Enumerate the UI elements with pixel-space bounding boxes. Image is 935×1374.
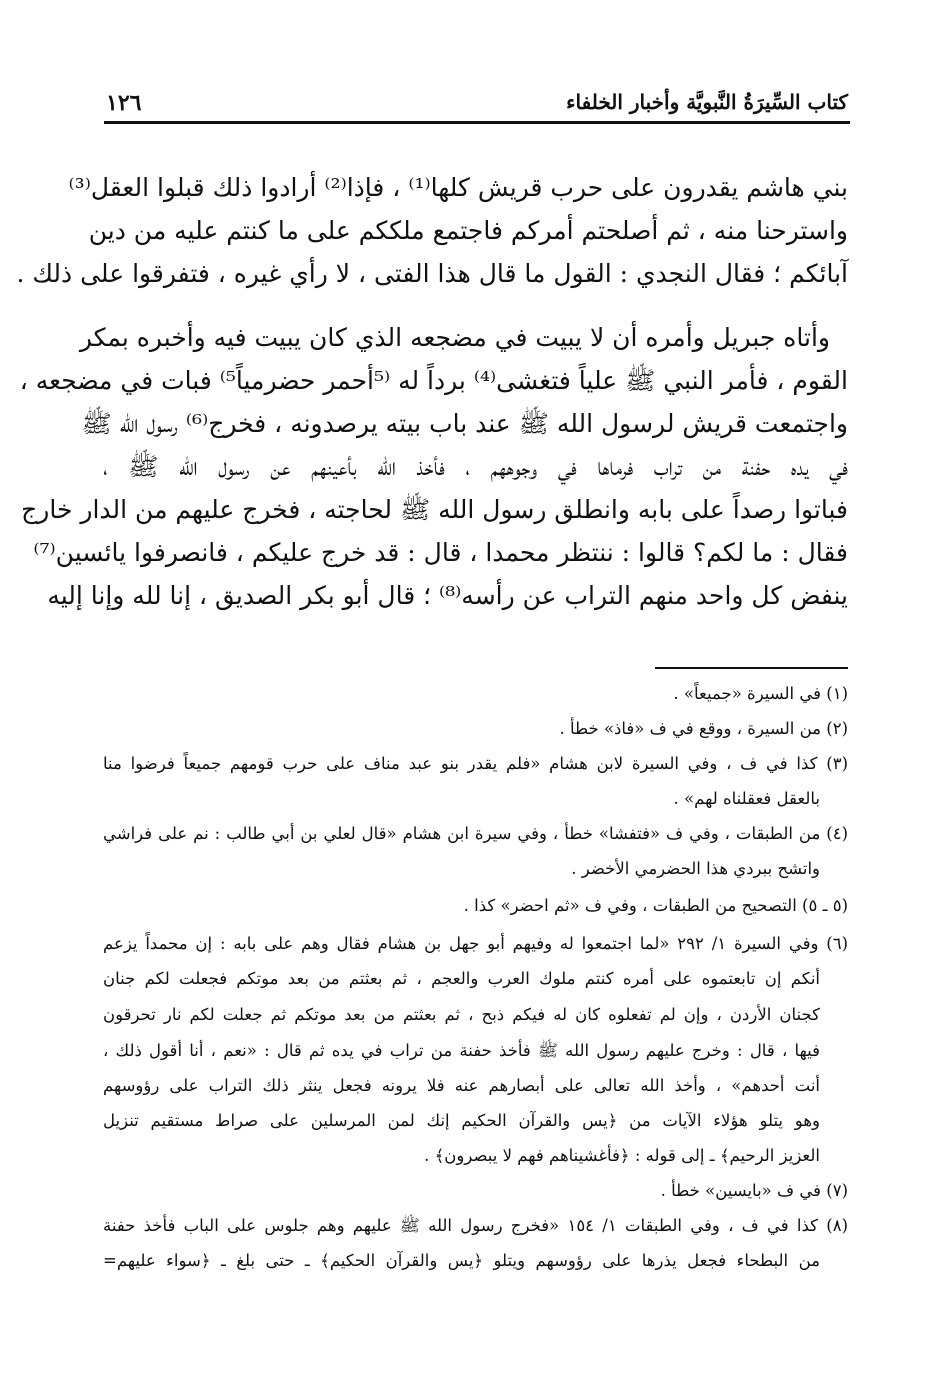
footnote: (٧) في ف «بايسين» خطأ . — [660, 1181, 848, 1200]
footnote-continuation: العزيز الرحيم﴾ ـ إلى قوله : ﴿فأغشيناهم فهم لا يبصرون﴾ . — [424, 1146, 820, 1165]
footnote-continuation: كجنان الأردن ، وإن لم تفعلوه كان له فيكم ذبح ، ثم بعثتم من بعد موتكم ثم جعلت لكم نار تحرقون — [103, 1005, 820, 1024]
body-line: بني هاشم يقدرون على حرب قريش كلها⁽¹⁾ ، فإذا⁽²⁾ أرادوا ذلك قبلوا العقل⁽³⁾ — [68, 173, 848, 202]
page-number: ١٢٦ — [106, 90, 142, 116]
footnote: (٢) من السيرة ، ووقع في ف «فاذ» خطأ . — [559, 719, 848, 738]
footnote-continuation: أنكم إن تابعتموه على أمره كنتم ملوك العرب والعجم ، ثم بعثتم من بعد موتكم فجعلت لكم جنان — [103, 969, 820, 988]
footnote-continuation: فيها ، قال : وخرج عليهم رسول الله ﷺ فأخذ حفنة من تراب في يده ثم قال : «نعم ، أنا أقول ذلك ، — [103, 1041, 820, 1060]
footnote-separator — [655, 667, 848, 669]
body-line: وأتاه جبريل وأمره أن لا يبيت في مضجعه الذي كان يبيت فيه وأخبره بمكر — [79, 323, 830, 352]
footnote: (٨) كذا في ف ، وفي الطبقات ١/ ١٥٤ «فخرج رسول الله ﷺ عليهم وهم جلوس على الباب فأخذ حفنة — [103, 1216, 849, 1235]
footnote: (٦) وفي السيرة ١/ ٢٩٢ «لما اجتمعوا له وفيهم أبو جهل بن هشام فقال وهم على بابه : إن محمداً يزعم — [103, 934, 848, 953]
body-line: آبائكم ؛ فقال النجدي : القول ما قال هذا الفتى ، لا رأي غيره ، فتفرقوا على ذلك . — [16, 259, 848, 288]
footnote-continuation: بالعقل فعقلناه لهم» . — [673, 789, 820, 808]
body-line: فقال : ما لكم؟ قالوا : ننتظر محمدا ، قال : قد خرج عليكم ، فانصرفوا يائسين⁽⁷⁾ — [33, 538, 848, 567]
body-line: ينفض كل واحد منهم التراب عن رأسه⁽⁸⁾ ؛ قال أبو بكر الصديق ، إنا لله وإنا إليه — [47, 581, 848, 610]
footnote-continuation: أنت أحدهم» ، وأخذ الله تعالى على أبصارهم عنه فلا يرونه فجعل ينثر ذلك التراب على رؤوسهم — [103, 1076, 820, 1095]
header-rule — [104, 121, 850, 124]
footnote-continuation: واتشح ببردي هذا الحضرمي الأخضر . — [571, 859, 820, 878]
footnote: (٣) كذا في ف ، وفي السيرة لابن هشام «فلم يقدر بنو عبد مناف على حرب قومهم جميعاً فرضوا منا — [103, 754, 848, 773]
body-line: فباتوا رصداً على بابه وانطلق رسول الله ﷺ لحاجته ، فخرج عليهم من الدار خارج — [21, 495, 848, 524]
footnote: (٥ ـ ٥) التصحيح من الطبقات ، وفي ف «ثم احضر» كذا . — [463, 896, 848, 915]
footnote: (١) في السيرة «جميعاً» . — [673, 684, 848, 703]
book-title: كتاب السِّيرَةُ النَّبويَّة وأخبار الخلفاء — [566, 90, 848, 114]
body-line: القوم ، فأمر النبي ﷺ علياً فتغشى⁽⁴⁾ برداً له ⁽⁵أحمر حضرمياً⁵⁾ فبات في مضجعه ، — [19, 366, 848, 395]
footnote-continuation: وهو يتلو هؤلاء الآيات من ﴿يس والقرآن الحكيم إنك لمن المرسلين على صراط مستقيم تنزيل — [103, 1111, 820, 1130]
footnote: (٤) من الطبقات ، وفي ف «فتفشا» خطأ ، وفي سيرة ابن هشام «قال لعلي بن أبي طالب : نم على فراشي — [103, 824, 848, 843]
body-line: واسترحنا منه ، ثم أصلحتم أمركم فاجتمع ملككم على ما كنتم عليه من دين — [88, 216, 848, 245]
body-line: في يده حفنة من تراب فرماها في وجوههم ، فأخذ الله بأعينهم عن رسول الله ﷺ ، — [103, 452, 848, 481]
footnote-continuation: من البطحاء فجعل يذرها على رؤوسهم ويتلو ﴿يس والقرآن الحكيم﴾ ـ حتى بلغ ـ ﴿سواء عليهم= — [103, 1251, 820, 1270]
body-line: واجتمعت قريش لرسول الله ﷺ عند باب بيته يرصدونه ، فخرج⁽⁶⁾ رسول الله ﷺ — [81, 409, 848, 438]
